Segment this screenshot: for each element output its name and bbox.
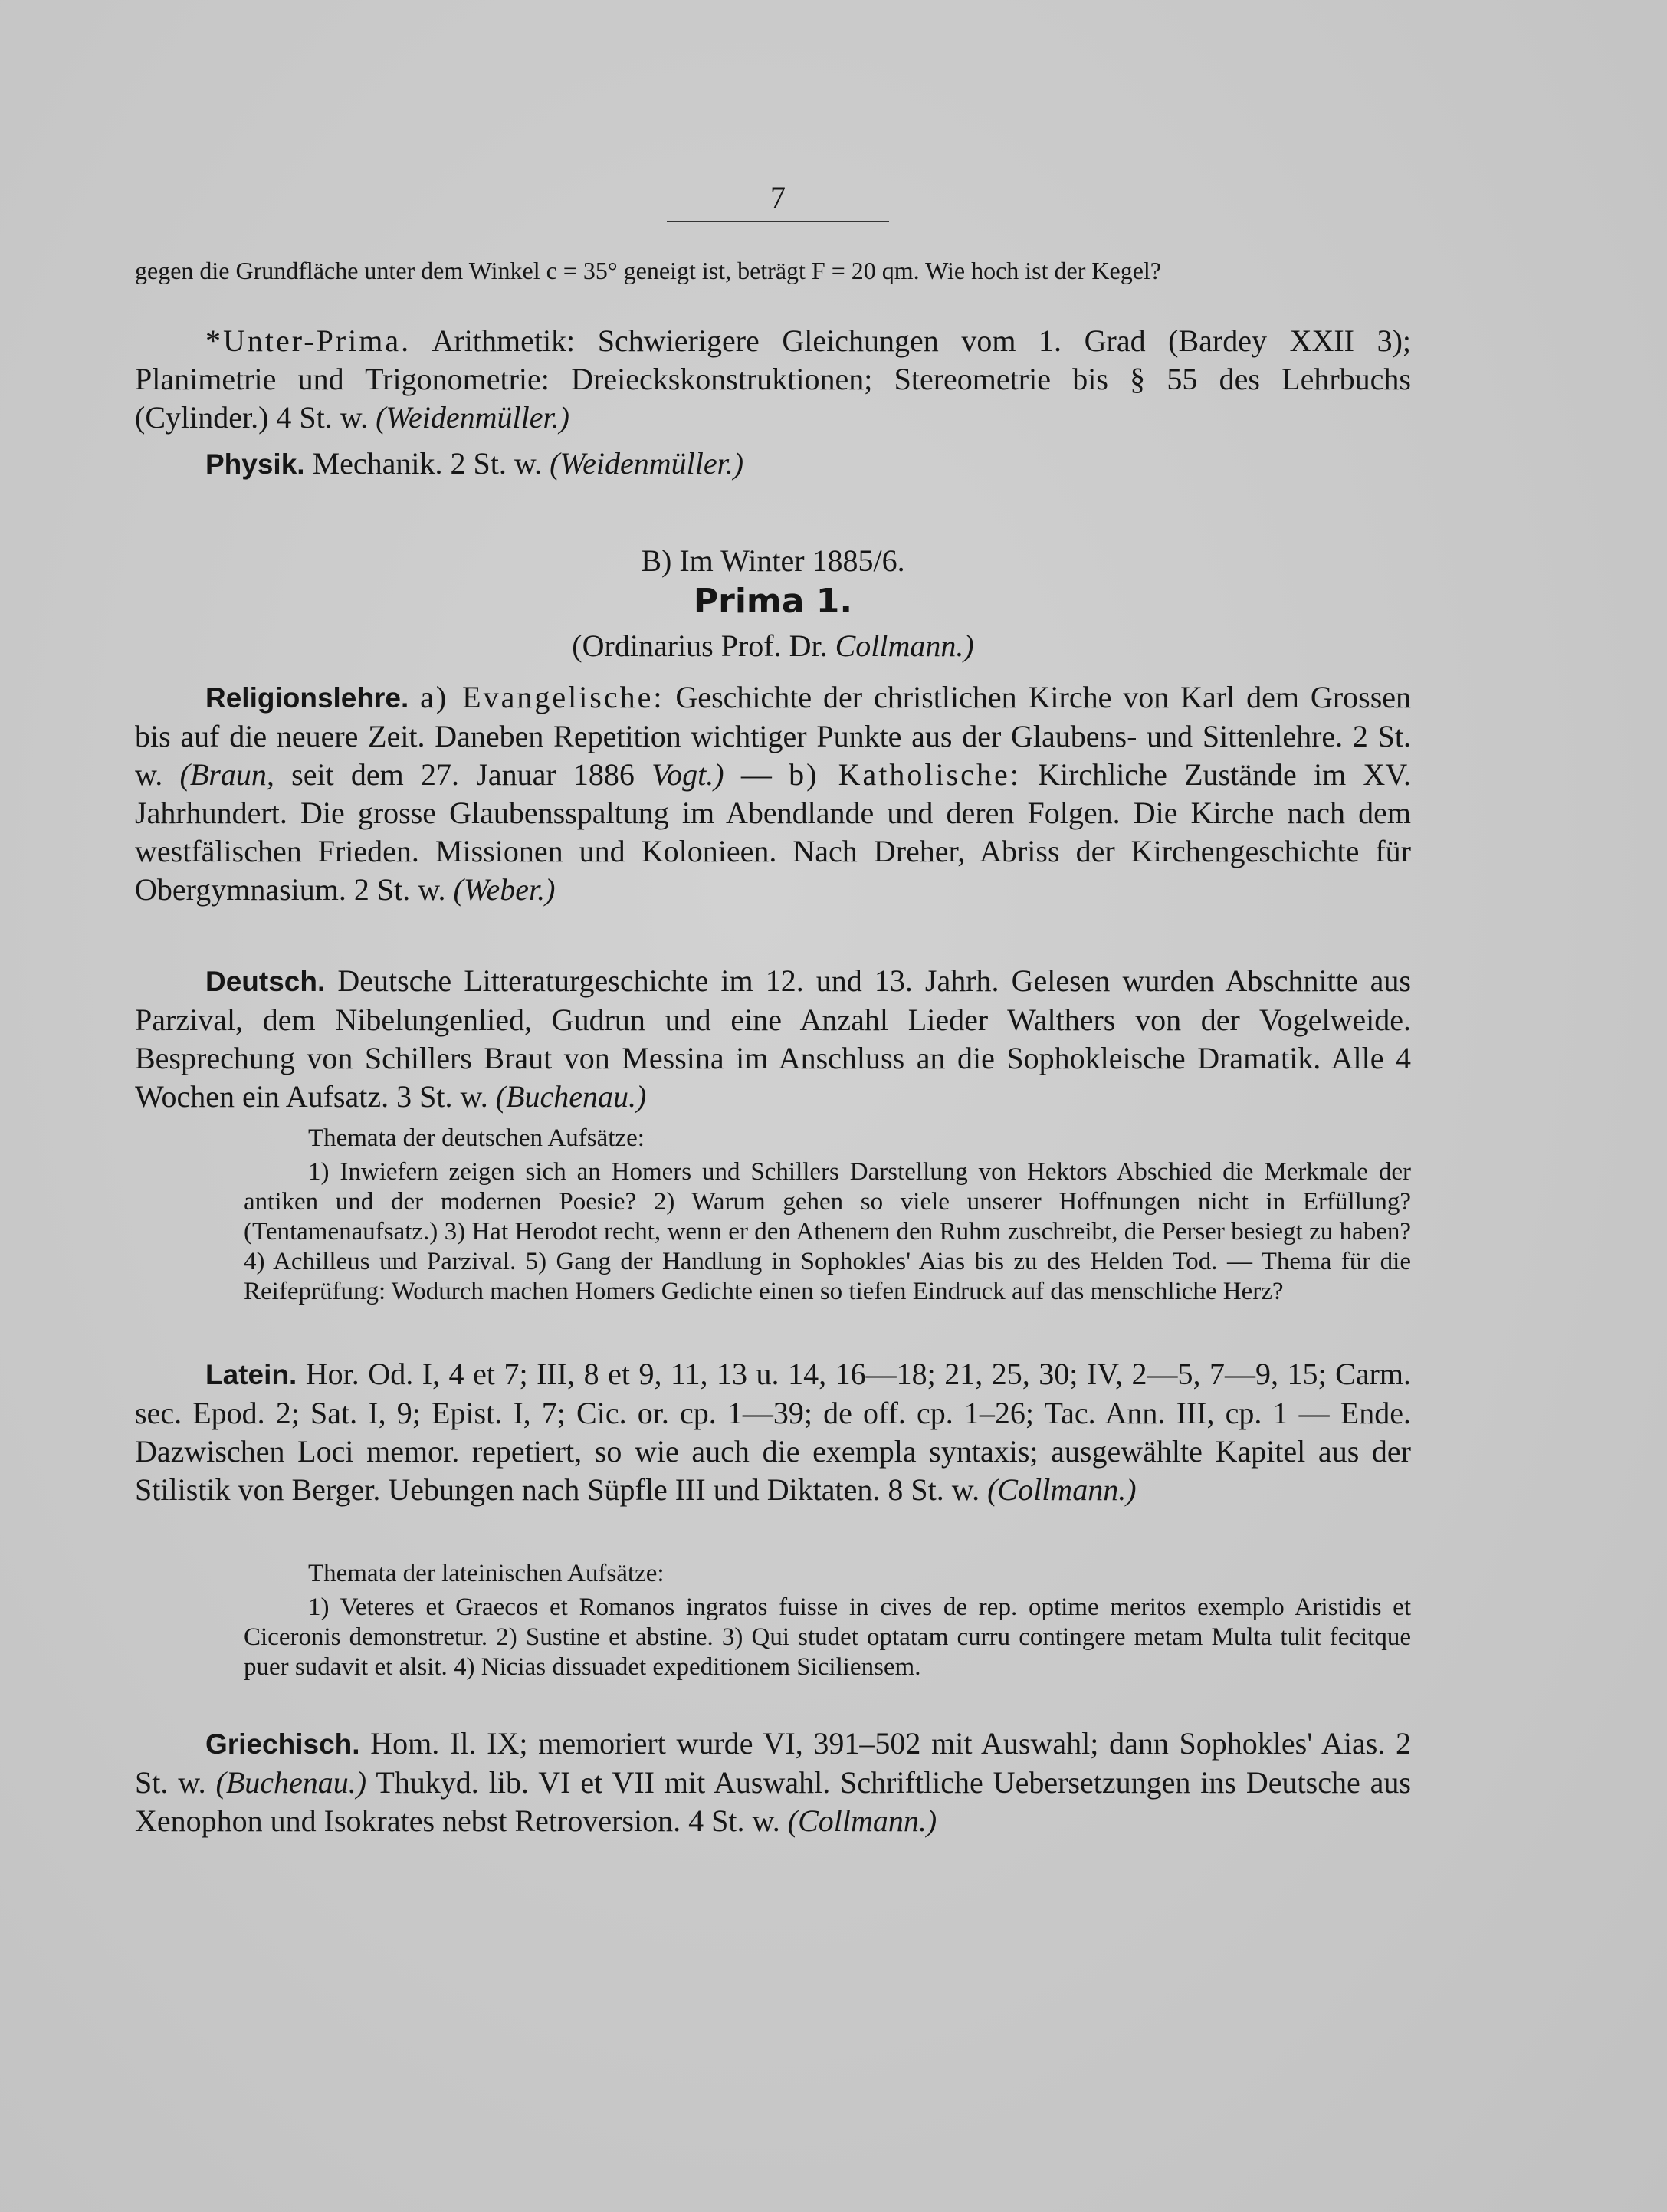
griechisch-label: Griechisch. [205, 1728, 360, 1760]
unterprima-paragraph [135, 322, 1411, 437]
religion-a-mid: seit dem 27. Januar 1886 [291, 757, 635, 792]
physik-paragraph [135, 445, 1411, 484]
griechisch-teacher1: (Buchenau.) [215, 1765, 367, 1800]
latein-themata-title: Themata der lateinischen Aufsätze: [308, 1560, 665, 1587]
latein-label: Latein. [205, 1359, 297, 1390]
latein-text: Hor. Od. I, 4 et 7; III, 8 et 9, 11, 13 u. 14, 16—18; 21, 25, 30; IV, 2—5, 7—9, 15; Carm. sec. Epod. 2; Sat. I, 9; Epist. I, 7; Cic. or. cp. 1—39; de off. cp. 1–26; Tac. Ann. III, cp. 1 — Ende. Dazwischen Loci memor. repetiert, so wie auch die exempla syntaxis; ausgewählte Kapitel aus der Stilistik von Berger. Uebungen nach Süpfle III und Diktaten. 8 St. w. [135, 1357, 1412, 1507]
latein-themata-body: 1) Veteres et Graecos et Romanos ingratos fuisse in cives de rep. optime meritos exemplo Aristidis et Ciceronis demonstretur. 2) Sustine et abstine. 3) Qui studet optatam curru contingere metam Multa tulit fecitque puer sudavit et alsit. 4) Nicias dissuadet expeditionem Siciliensem. [244, 1593, 1411, 1681]
griechisch-teacher2: (Collmann.) [787, 1803, 937, 1838]
unterprima-teacher: (Weidenmüller.) [376, 400, 569, 435]
physik-text: Mechanik. 2 St. w. [312, 446, 543, 481]
griechisch-text2: Thukyd. lib. VI et VII mit Auswahl. Schriftliche Uebersetzungen ins Deutsche aus Xenophon und Isokrates nebst Retroversion. 4 St. w. [135, 1765, 1412, 1838]
religion-a-label: a) Evangelische: [420, 680, 665, 714]
griechisch-text1: Hom. Il. IX; memoriert wurde VI, 391–502 mit Auswahl; dann Sophokles' Aias. 2 St. w. [135, 1726, 1411, 1800]
deutsch-themata-title: Themata der deutschen Aufsätze: [308, 1124, 645, 1152]
page-number: 7 [770, 180, 786, 215]
religion-a-teacher1: (Braun, [179, 757, 274, 792]
class-title: Prima 1. [693, 582, 853, 621]
top-continuation: gegen die Grundfläche unter dem Winkel c = 35° geneigt ist, beträgt F = 20 qm. Wie hoch ist der Kegel? [135, 257, 1161, 284]
griechisch-paragraph [135, 1725, 1411, 1840]
physik-teacher: (Weidenmüller.) [550, 446, 744, 481]
header-rule [667, 221, 889, 222]
ordinarius-line [135, 627, 1411, 665]
religion-b-label: b) Katholische: [789, 757, 1021, 792]
deutsch-text: Deutsche Litteraturgeschichte im 12. und 13. Jahrh. Gelesen wurden Abschnitte aus Parzival, dem Nibelungenlied, Gudrun und eine Anzahl Lieder Walthers von der Vogelweide. Besprechung von Schillers Braut von Messina im Anschluss an die Sophokleische Dramatik. Alle 4 Wochen ein Aufsatz. 3 St. w. [135, 963, 1412, 1114]
deutsch-label: Deutsch. [205, 966, 326, 997]
religion-a-teacher2: Vogt.) [651, 757, 724, 792]
latein-teacher: (Collmann.) [987, 1472, 1137, 1507]
religion-b-text: Kirchliche Zustände im XV. Jahrhundert. Die grosse Glaubensspaltung im Abendlande und deren Folgen. Die Kirche nach dem westfälischen Frieden. Missionen und Kolonieen. Nach Dreher, Abriss der Kirchengeschichte für Obergymnasium. 2 St. w. [135, 757, 1412, 907]
deutsch-paragraph [135, 962, 1411, 1116]
religion-paragraph [135, 678, 1411, 909]
unterprima-text: Arithmetik: Schwierigere Gleichungen vom 1. Grad (Bardey XXII 3); Planimetrie und Trigonometrie: Dreieckskonstruktionen; Stereometrie bis § 55 des Lehrbuchs (Cylinder.) 4 St. w. [135, 323, 1412, 435]
religion-b-teacher: (Weber.) [453, 872, 556, 907]
section-title: B) Im Winter 1885/6. [641, 543, 905, 578]
ordinarius-prefix: (Ordinarius Prof. Dr. [572, 628, 828, 663]
page-number-header [667, 178, 889, 222]
deutsch-themata-body: 1) Inwiefern zeigen sich an Homers und Schillers Darstellung von Hektors Abschied die Merkmale der antiken und der modernen Poesie? 2) Warum gehen so viele unserer Hoffnungen nicht in Erfüllung? (Tentamenaufsatz.) 3) Hat Herodot recht, wenn er den Athenern den Ruhm zuschreibt, die Perser besiegt zu haben? 4) Achilleus und Parzival. 5) Gang der Handlung in Sophokles' Aias bis zu des Helden Tod. — Thema für die Reifeprüfung: Wodurch machen Homers Gedichte einen so tiefen Eindruck auf das menschliche Herz? [244, 1158, 1411, 1305]
ordinarius-name: Collmann.) [835, 628, 974, 663]
unterprima-label: *Unter-Prima. [205, 323, 412, 358]
latein-paragraph [135, 1355, 1411, 1509]
deutsch-teacher: (Buchenau.) [495, 1079, 647, 1114]
religion-dash: — [740, 757, 772, 792]
religion-label: Religionslehre. [205, 682, 409, 714]
religion-a-text: Geschichte der christlichen Kirche von Karl dem Grossen bis auf die neuere Zeit. Daneben Repetition wichtiger Punkte aus der Glaubens- und Sittenlehre. 2 St. w. [135, 680, 1412, 792]
physik-label: Physik. [205, 448, 305, 480]
